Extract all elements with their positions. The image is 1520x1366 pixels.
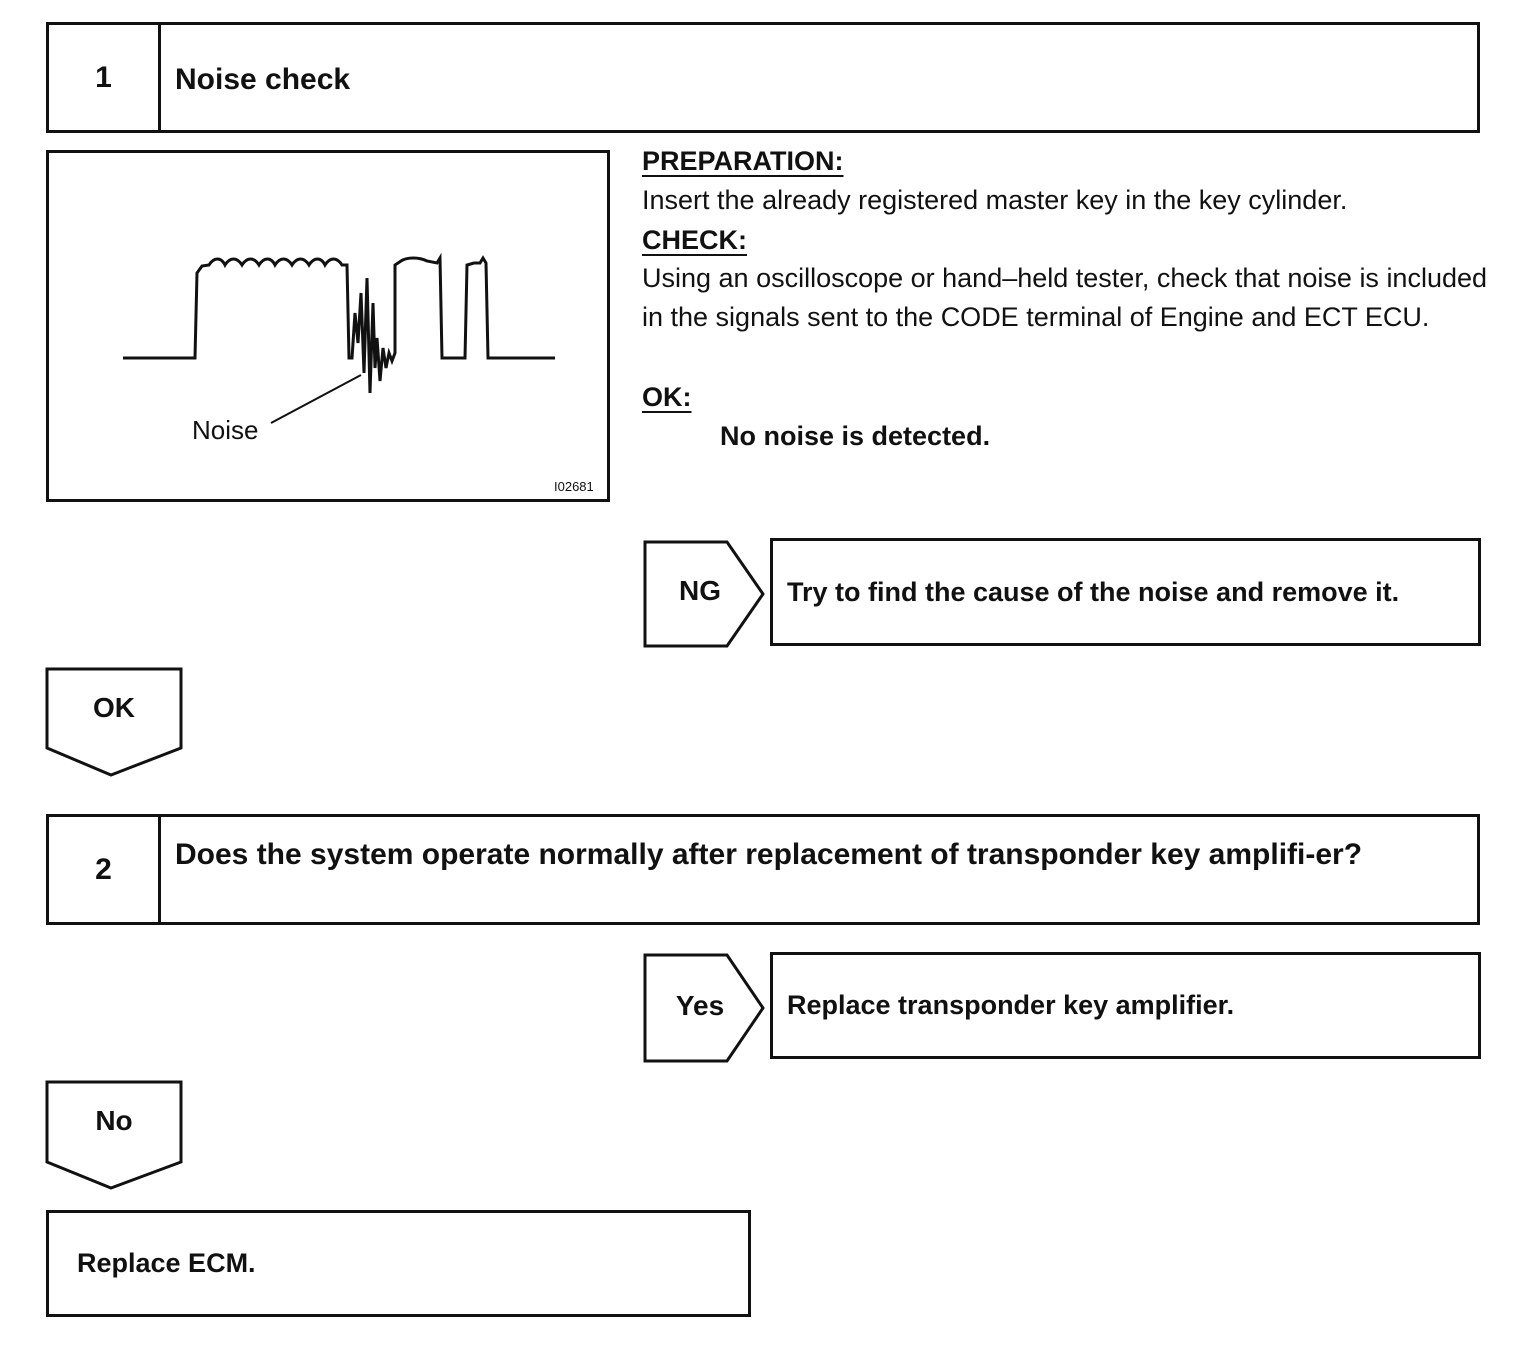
yes-action-text: Replace transponder key amplifier. [787, 990, 1235, 1020]
ok-arrow-label: OK [93, 692, 135, 723]
check-label: CHECK: [642, 225, 747, 255]
noise-leader-line [271, 375, 361, 423]
ok-label: OK: [642, 382, 692, 412]
step1-header [46, 22, 1480, 133]
ng-tag-label: NG [679, 575, 721, 606]
check-text: Using an oscilloscope or hand–held tester, check that noise is included in the signals sent to the CODE terminal of Engine and ECT ECU. [642, 263, 1488, 332]
step1-title: Noise check [175, 63, 351, 96]
yes-action-box [770, 952, 1481, 1059]
ng-action-text: Try to find the cause of the noise and remove it. [787, 576, 1400, 607]
step2-header [46, 814, 1480, 925]
step2-title: Does the system operate normally after replacement of transponder key amplifi-er? [175, 838, 1363, 871]
waveform-figure [46, 150, 610, 502]
ok-text: No noise is detected. [720, 421, 991, 451]
figure-id: I02681 [554, 479, 594, 494]
signal-waveform [123, 258, 555, 393]
noise-label: Noise [192, 415, 259, 445]
final-action-box [46, 1210, 751, 1317]
waveform-graphic [49, 153, 613, 505]
final-action-text: Replace ECM. [77, 1248, 256, 1278]
preparation-label: PREPARATION: [642, 146, 844, 176]
no-arrow-label: No [95, 1105, 133, 1136]
preparation-text: Insert the already registered master key in the key cylinder. [642, 185, 1348, 215]
step2-number: 2 [49, 817, 161, 922]
ng-action-box [770, 538, 1481, 646]
step1-number: 1 [49, 25, 161, 130]
yes-tag-label: Yes [675, 990, 725, 1021]
